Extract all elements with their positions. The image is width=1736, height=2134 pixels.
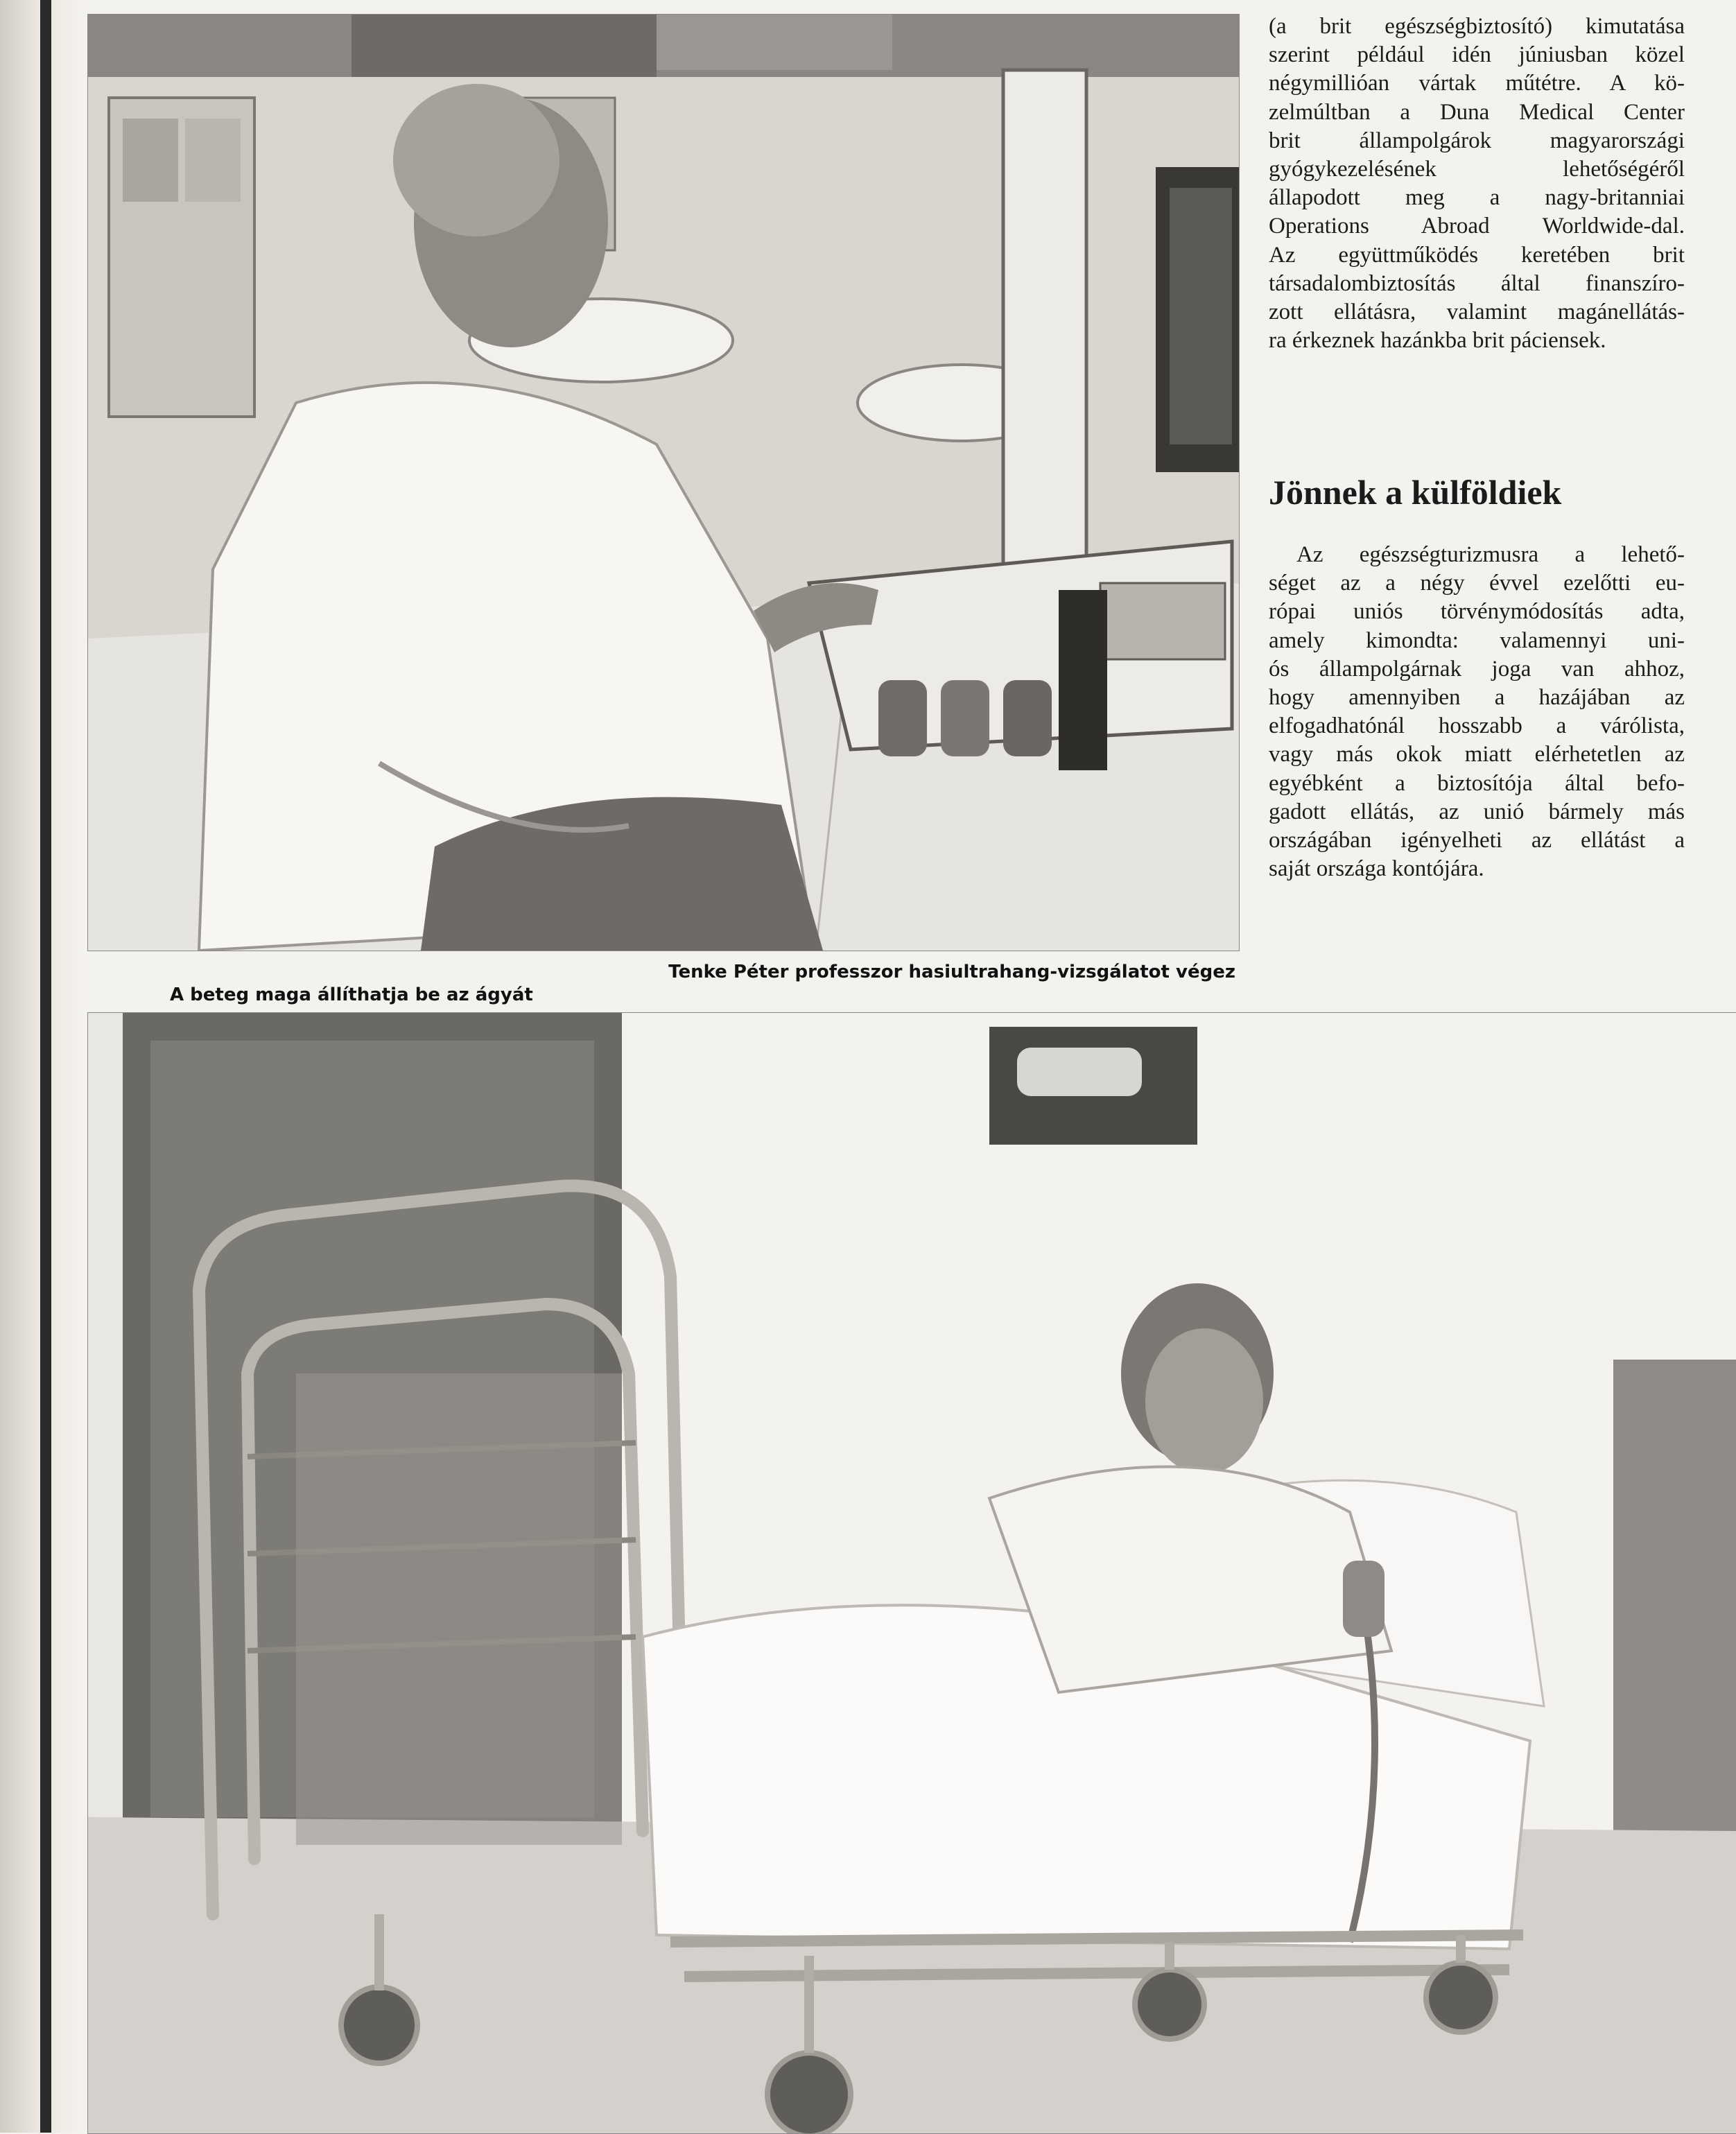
- text-line: gadott ellátás, az unió bármely más: [1269, 799, 1685, 824]
- text-line: társadalombiztosítás által finanszíro-: [1269, 270, 1685, 296]
- text-line: elfogadhatónál hosszabb a várólista,: [1269, 713, 1685, 739]
- text-line: egyébként a biztosítója által befo-: [1269, 770, 1685, 796]
- text-line: szerint például idén júniusban közel: [1269, 42, 1685, 68]
- text-line: állapodott meg a nagy-britanniai: [1269, 185, 1685, 211]
- text-line: rópai uniós törvénymódosítás adta,: [1269, 599, 1685, 625]
- photo-patient-bed: [87, 1012, 1736, 2134]
- text-line: gyógykezelésének lehetőségéről: [1269, 157, 1685, 182]
- text-line: négymillióan vártak műtétre. A kö-: [1269, 71, 1685, 96]
- text-line: hogy amennyiben a hazájában az: [1269, 685, 1685, 711]
- text-line: vagy más okok miatt elérhetetlen az: [1269, 742, 1685, 767]
- article-paragraph-2: [1269, 541, 1685, 883]
- caption-bottom-photo: A beteg maga állíthatja be az ágyát: [170, 984, 533, 1005]
- text-line: séget az a négy évvel ezelőtti eu-: [1269, 571, 1685, 596]
- text-line: saját országa kontójára.: [1269, 856, 1484, 882]
- photo-doctor-ultrasound: [87, 14, 1240, 951]
- text-line: országában igényelheti az ellátást a: [1269, 828, 1685, 853]
- text-line: Az egészségturizmusra a lehető-: [1296, 542, 1685, 567]
- text-line: Operations Abroad Worldwide-dal.: [1269, 214, 1685, 239]
- article-paragraph-1: [1269, 12, 1685, 355]
- page-gutter-bar: [40, 0, 51, 2133]
- text-line: ós állampolgárnak joga van ahhoz,: [1269, 656, 1685, 682]
- text-line: Az együttműködés keretében brit: [1269, 242, 1685, 268]
- text-line: zott ellátásra, valamint magánellátás-: [1269, 300, 1685, 325]
- text-line: brit állampolgárok magyarországi: [1269, 128, 1685, 153]
- text-line: ra érkeznek hazánkba brit páciensek.: [1269, 328, 1606, 354]
- text-line: amely kimondta: valamennyi uni-: [1269, 627, 1685, 653]
- text-line: (a brit egészségbiztosító) kimutatása: [1269, 14, 1685, 39]
- text-line: zelmúltban a Duna Medical Center: [1269, 99, 1685, 125]
- caption-top-photo: Tenke Péter professzor hasiultrahang-vizsgálatot végez: [668, 962, 1235, 982]
- section-heading: Jönnek a külföldiek: [1269, 473, 1562, 512]
